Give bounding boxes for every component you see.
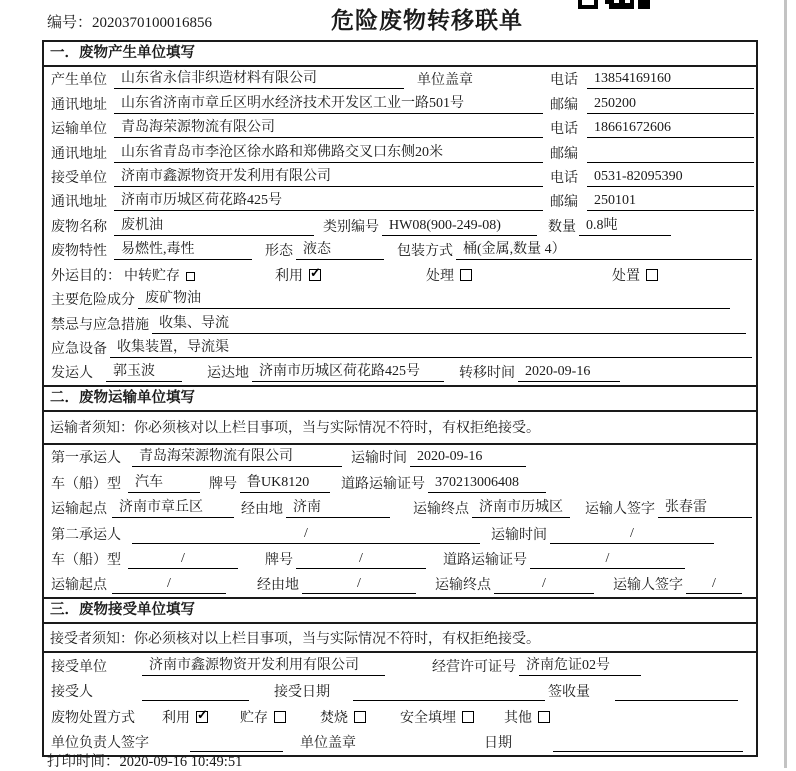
field-label: 发运人 bbox=[51, 366, 93, 382]
row-waste-name bbox=[44, 214, 756, 238]
plate-value: 鲁UK8120 bbox=[240, 473, 330, 493]
field-label: 禁忌与应急措施 bbox=[51, 317, 149, 333]
field-value: 青岛海荣源物流有限公司 bbox=[114, 118, 543, 138]
category-value: HW08(900-249-08) bbox=[382, 216, 537, 236]
checkbox-label: 其他 bbox=[504, 710, 532, 726]
disposal-option-use bbox=[162, 707, 208, 727]
field-value: / bbox=[112, 574, 226, 594]
field-value: 收集、导流 bbox=[152, 314, 746, 334]
field-value: / bbox=[128, 549, 238, 569]
serial-number bbox=[47, 11, 212, 32]
row-produce-address bbox=[44, 91, 756, 115]
checkbox bbox=[186, 272, 195, 281]
date-label: 接受日期 bbox=[274, 685, 330, 701]
phone-label: 电话 bbox=[550, 122, 578, 138]
serial-value: 2020370100016856 bbox=[92, 15, 213, 31]
purpose-option-transfer bbox=[124, 265, 195, 285]
field-value: 废机油 bbox=[114, 216, 314, 236]
end-value: 济南市历城区 bbox=[472, 498, 570, 518]
checkbox bbox=[274, 711, 286, 723]
purpose-option-use bbox=[275, 265, 321, 285]
field-value: 青岛海荣源物流有限公司 bbox=[132, 447, 342, 467]
disposal-option-store bbox=[240, 707, 286, 727]
field-label: 通讯地址 bbox=[51, 195, 107, 211]
field-value bbox=[142, 681, 249, 701]
checkbox-label: 处置 bbox=[612, 268, 640, 284]
qty-value: 0.8吨 bbox=[579, 216, 671, 236]
row-purpose bbox=[44, 263, 756, 287]
plate-value: / bbox=[296, 549, 426, 569]
field-label: 废物特性 bbox=[51, 244, 107, 260]
field-value: 济南市鑫源物资开发利用有限公司 bbox=[114, 167, 543, 187]
checkbox-label: 中转贮存 bbox=[124, 268, 180, 284]
serial-label: 编号： bbox=[47, 15, 93, 31]
date-value bbox=[553, 732, 743, 752]
print-time-label: 打印时间： bbox=[47, 754, 120, 770]
permit-value: / bbox=[530, 549, 685, 569]
disposal-option-burn bbox=[320, 707, 366, 727]
row-disposal bbox=[44, 704, 756, 730]
row-equipment bbox=[44, 336, 756, 360]
field-label: 应急设备 bbox=[51, 342, 107, 358]
page-title: 危险废物转移联单 bbox=[331, 8, 523, 33]
field-label: 车（船）型 bbox=[51, 552, 121, 568]
field-value: 废矿物油 bbox=[138, 289, 730, 309]
plate-label: 牌号 bbox=[265, 552, 293, 568]
checkbox bbox=[196, 711, 208, 723]
time-label: 运输时间 bbox=[351, 451, 407, 467]
row-carrier2 bbox=[44, 521, 756, 546]
row-receive-unit-confirm bbox=[44, 653, 756, 679]
field-label: 通讯地址 bbox=[51, 146, 107, 162]
sign-label: 运输人签字 bbox=[613, 578, 683, 594]
zip-value: 250200 bbox=[587, 94, 754, 114]
zip-label: 邮编 bbox=[550, 146, 578, 162]
field-label: 第一承运人 bbox=[51, 451, 121, 467]
license-value: 济南危证02号 bbox=[519, 656, 641, 676]
field-value: 济南市鑫源物资开发利用有限公司 bbox=[142, 656, 385, 676]
row-receive-address bbox=[44, 189, 756, 213]
zip-label: 邮编 bbox=[550, 195, 578, 211]
field-value: 山东省青岛市李沧区徐水路和郑佛路交叉口东侧20米 bbox=[114, 143, 543, 163]
via-label: 经由地 bbox=[241, 502, 283, 518]
field-label: 废物名称 bbox=[51, 219, 107, 235]
field-value: 易燃性,毒性 bbox=[114, 240, 252, 260]
plate-label: 牌号 bbox=[209, 476, 237, 492]
end-label: 运输终点 bbox=[435, 578, 491, 594]
row-receiver bbox=[44, 679, 756, 705]
section3-header: 三．废物接受单位填写 bbox=[44, 597, 756, 624]
phone-value: 0531-82095390 bbox=[587, 167, 754, 187]
row-waste-traits bbox=[44, 238, 756, 262]
license-label: 经营许可证号 bbox=[432, 659, 516, 675]
purpose-option-dispose bbox=[612, 265, 658, 285]
phone-value: 18661672606 bbox=[587, 118, 754, 138]
checkbox bbox=[538, 711, 550, 723]
manifest-form bbox=[42, 40, 758, 757]
field-label: 接受单位 bbox=[51, 659, 107, 675]
field-label: 运输起点 bbox=[51, 502, 107, 518]
row-route2 bbox=[44, 572, 756, 597]
checkbox bbox=[354, 711, 366, 723]
field-label: 产生单位 bbox=[51, 73, 107, 89]
disposal-option-other bbox=[504, 707, 550, 727]
permit-label: 道路运输证号 bbox=[443, 552, 527, 568]
field-label: 主要危险成分 bbox=[51, 293, 135, 309]
field-value: 济南市历城区荷花路425号 bbox=[114, 191, 543, 211]
checkbox-label: 处理 bbox=[426, 268, 454, 284]
time-value: 2020-09-16 bbox=[518, 362, 620, 382]
field-label: 通讯地址 bbox=[51, 97, 107, 113]
zip-value: 250101 bbox=[587, 191, 754, 211]
checkbox bbox=[646, 269, 658, 281]
qty-value bbox=[615, 681, 738, 701]
field-label: 运输起点 bbox=[51, 578, 107, 594]
row-vehicle1 bbox=[44, 470, 756, 495]
page-edge-line bbox=[784, 0, 787, 768]
phone-label: 电话 bbox=[550, 73, 578, 89]
dest-value: 济南市历城区荷花路425号 bbox=[252, 362, 444, 382]
date-value bbox=[353, 681, 545, 701]
sign-value: / bbox=[686, 574, 742, 594]
form-label: 形态 bbox=[265, 244, 293, 260]
section1-header: 一．废物产生单位填写 bbox=[44, 42, 756, 67]
field-label: 外运目的： bbox=[51, 268, 121, 284]
zip-label: 邮编 bbox=[550, 97, 578, 113]
time-label: 运输时间 bbox=[491, 527, 547, 543]
time-value: / bbox=[550, 524, 714, 544]
field-label: 接受单位 bbox=[51, 170, 107, 186]
category-label: 类别编号 bbox=[323, 219, 379, 235]
purpose-option-treat bbox=[426, 265, 472, 285]
end-label: 运输终点 bbox=[413, 502, 469, 518]
sign-value: 张春雷 bbox=[658, 498, 752, 518]
qr-code-fragment bbox=[578, 0, 650, 9]
row-transport-address bbox=[44, 140, 756, 164]
zip-value bbox=[587, 143, 754, 163]
field-label: 单位负责人签字 bbox=[51, 736, 149, 752]
field-value: 济南市章丘区 bbox=[112, 498, 234, 518]
receiver-notice: 接受者须知：你必须核对以上栏目事项，当与实际情况不符时，有权拒绝接受。 bbox=[44, 624, 756, 653]
pack-value: 桶(金属,数量 4） bbox=[456, 240, 752, 260]
stamp-label: 单位盖章 bbox=[300, 736, 356, 752]
field-value: 收集装置，导流渠 bbox=[110, 338, 752, 358]
row-hazard bbox=[44, 287, 756, 311]
field-value: 山东省永信非织造材料有限公司 bbox=[114, 69, 404, 89]
field-value: 郭玉波 bbox=[106, 362, 182, 382]
checkbox bbox=[460, 269, 472, 281]
checkbox bbox=[309, 269, 321, 281]
time-label: 转移时间 bbox=[459, 366, 515, 382]
phone-value: 13854169160 bbox=[587, 69, 754, 89]
row-taboo bbox=[44, 311, 756, 335]
end-value: / bbox=[494, 574, 594, 594]
via-value: / bbox=[302, 574, 416, 594]
section2-header: 二．废物运输单位填写 bbox=[44, 385, 756, 412]
checkbox bbox=[462, 711, 474, 723]
checkbox-label: 贮存 bbox=[240, 710, 268, 726]
pack-label: 包装方式 bbox=[397, 244, 453, 260]
print-time-value: 2020-09-16 10:49:51 bbox=[119, 754, 243, 770]
row-sender bbox=[44, 360, 756, 384]
checkbox-label: 焚烧 bbox=[320, 710, 348, 726]
via-label: 经由地 bbox=[257, 578, 299, 594]
field-value: 山东省济南市章丘区明水经济技术开发区工业一路501号 bbox=[114, 94, 543, 114]
checkbox-label: 利用 bbox=[275, 268, 303, 284]
field-value: 汽车 bbox=[128, 473, 200, 493]
qty-label: 签收量 bbox=[548, 685, 590, 701]
field-value: / bbox=[132, 524, 480, 544]
date-label: 日期 bbox=[484, 736, 512, 752]
via-value: 济南 bbox=[286, 498, 390, 518]
field-label: 废物处置方式 bbox=[51, 710, 135, 726]
field-label: 运输单位 bbox=[51, 122, 107, 138]
checkbox-label: 安全填埋 bbox=[400, 710, 456, 726]
field-label: 接受人 bbox=[51, 685, 93, 701]
transporter-notice: 运输者须知：你必须核对以上栏目事项，当与实际情况不符时，有权拒绝接受。 bbox=[44, 412, 756, 445]
form-value: 液态 bbox=[296, 240, 384, 260]
permit-value: 370213006408 bbox=[428, 473, 546, 493]
row-produce-unit bbox=[44, 67, 756, 91]
sign-label: 运输人签字 bbox=[585, 502, 655, 518]
qty-label: 数量 bbox=[548, 219, 576, 235]
row-transport-unit bbox=[44, 116, 756, 140]
field-label: 第二承运人 bbox=[51, 527, 121, 543]
field-label: 车（船）型 bbox=[51, 476, 121, 492]
row-vehicle2 bbox=[44, 546, 756, 571]
dest-label: 运达地 bbox=[207, 366, 249, 382]
time-value: 2020-09-16 bbox=[410, 447, 526, 467]
phone-label: 电话 bbox=[550, 170, 578, 186]
disposal-option-landfill bbox=[400, 707, 474, 727]
row-route1 bbox=[44, 495, 756, 520]
row-carrier1 bbox=[44, 445, 756, 470]
permit-label: 道路运输证号 bbox=[341, 476, 425, 492]
checkbox-label: 利用 bbox=[162, 710, 190, 726]
stamp-label: 单位盖章 bbox=[417, 73, 473, 89]
row-receive-unit bbox=[44, 165, 756, 189]
